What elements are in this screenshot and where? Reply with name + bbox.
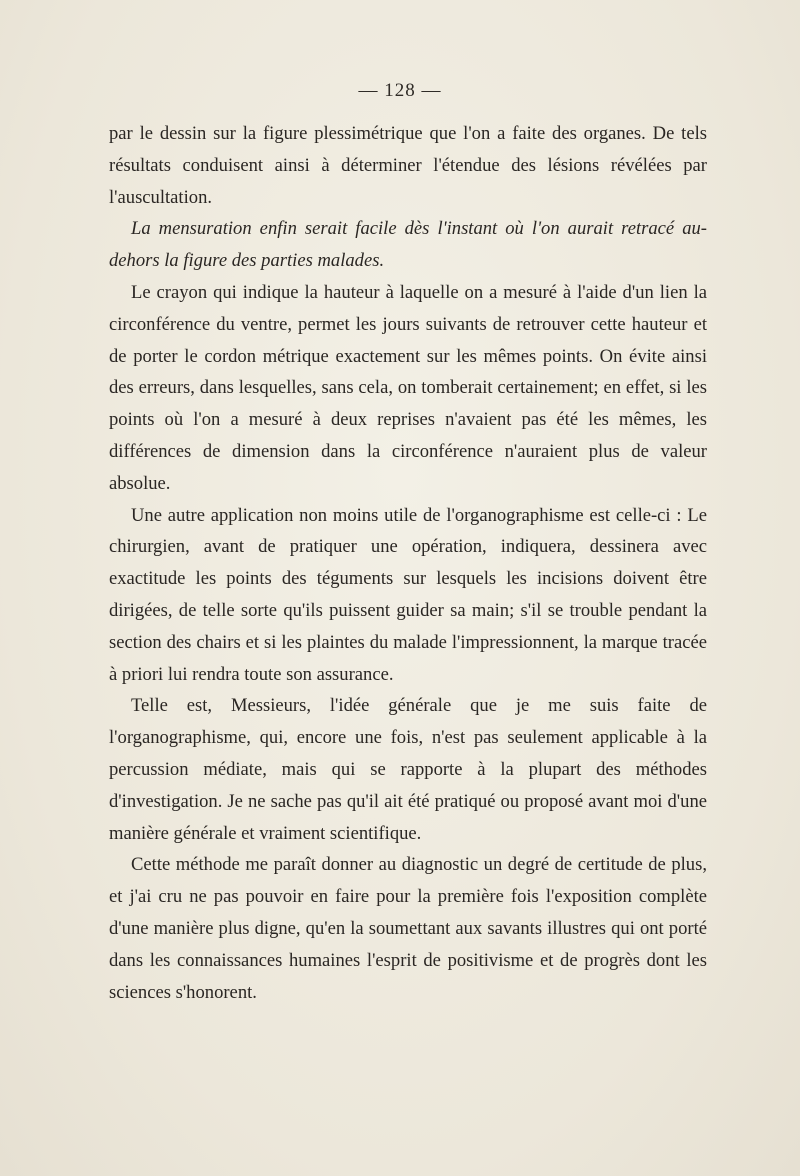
body-text — [109, 118, 707, 1008]
paragraph-crayon: Le crayon qui indique la hauteur à laquelle on a mesuré à l'aide d'un lien la circonférence du ventre, permet les jours suivants de retrouver cette hauteur et de porter le cordon métrique exactement sur les mêmes points. On évite ainsi des erreurs, dans lesquelles, sans cela, on tomberait certainement; en effet, si les points où l'on a mesuré à deux reprises n'avaient pas été les mêmes, les différences de dimension dans la circonférence n'auraient plus de valeur absolue. — [109, 281, 707, 494]
paragraph-application: Une autre application non moins utile de l'organographisme est celle-ci : Le chirurgien, avant de pratiquer une opération, indiquera, dessinera avec exactitude les points des téguments sur lesquels les incisions doivent être dirigées, de telle sorte qu'ils puissent guider sa main; s'il se trouble pendant la section des chairs et si les plaintes du malade l'impressionnent, la marque tracée à priori lui rendra toute son assurance. — [109, 504, 707, 685]
paragraph-methode: Cette méthode me paraît donner au diagnostic un degré de certitude de plus, et j'ai cru ne pas pouvoir en faire pour la première fois l'exposition complète d'une manière plus digne, qu'en la soumettant aux savants illustres qui ont porté dans les connaissances humaines l'esprit de positivisme et de progrès dont les sciences s'honorent. — [109, 854, 707, 1003]
page-number: — 128 — — [358, 80, 442, 101]
paragraph-mensuration: La mensuration enfin serait facile dès l'instant où l'on aurait retracé au-dehors la figure des parties malades. — [109, 218, 707, 272]
paragraph-continuation: par le dessin sur la figure plessimétrique que l'on a faite des organes. De tels résultats conduisent ainsi à déterminer l'étendue des lésions révélées par l'auscultation. — [109, 123, 707, 208]
paragraph-idee-generale: Telle est, Messieurs, l'idée générale que je me suis faite de l'organographisme, qui, encore une fois, n'est pas seulement applicable à la percussion médiate, mais qui se rapporte à la plupart des méthodes d'investigation. Je ne sache pas qu'il ait été pratiqué ou proposé avant moi d'une manière générale et vraiment scientifique. — [109, 695, 707, 844]
